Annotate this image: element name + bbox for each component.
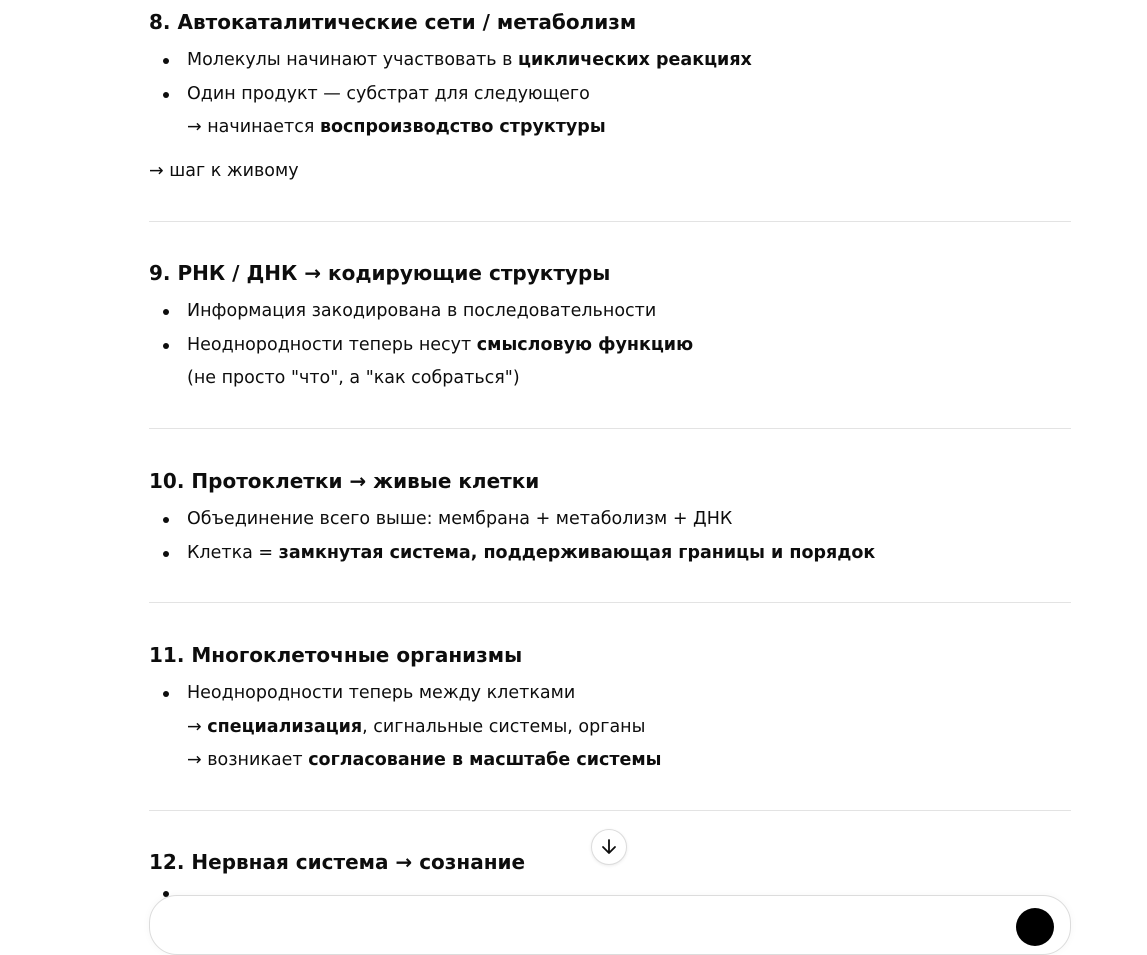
list-item: Молекулы начинают участвовать в циклических реакциях [149,44,1071,78]
bullet-icon [163,309,169,315]
bullet-icon [163,691,169,697]
list-item: Неоднородности теперь между клетками → специализация, сигнальные системы, органы → возникает согласование в масштабе системы [149,677,1071,778]
section-heading: 8. Автокаталитические сети / метаболизм [149,10,637,34]
divider [149,810,1071,811]
send-button[interactable] [1016,908,1054,946]
bullet-icon [163,343,169,349]
bullet-list [149,503,1071,570]
list-item: Информация закодирована в последовательности [149,295,1071,329]
bullet-icon [163,551,169,557]
bullet-list [149,677,1071,778]
section-8 [149,8,1071,188]
divider [149,602,1071,603]
section-heading: 10. Протоклетки → живые клетки [149,469,540,493]
bullet-list [149,295,1071,396]
bullet-icon [163,517,169,523]
divider [149,221,1071,222]
conclusion-text: → шаг к живому [149,160,299,181]
list-item: Объединение всего выше: мембрана + метаболизм + ДНК [149,503,1071,537]
arrow-down-icon [599,837,619,857]
section-11 [149,641,1071,778]
section-heading: 11. Многоклеточные организмы [149,643,523,667]
bullet-icon [163,58,169,64]
bullet-icon [163,92,169,98]
bullet-list [149,44,1071,145]
list-item: Один продукт — субстрат для следующего → начинается воспроизводство структуры [149,78,1071,145]
list-item: Клетка = замкнутая система, поддерживающая границы и порядок [149,537,1071,571]
scroll-down-button[interactable] [591,829,627,865]
section-10 [149,467,1071,570]
divider [149,428,1071,429]
section-heading: 12. Нервная система → сознание [149,850,526,874]
list-item: Неоднородности теперь несут смысловую функцию (не просто "что", а "как собраться") [149,329,1071,396]
message-composer[interactable] [149,895,1071,955]
section-heading: 9. РНК / ДНК → кодирующие структуры [149,261,611,285]
section-9 [149,259,1071,396]
